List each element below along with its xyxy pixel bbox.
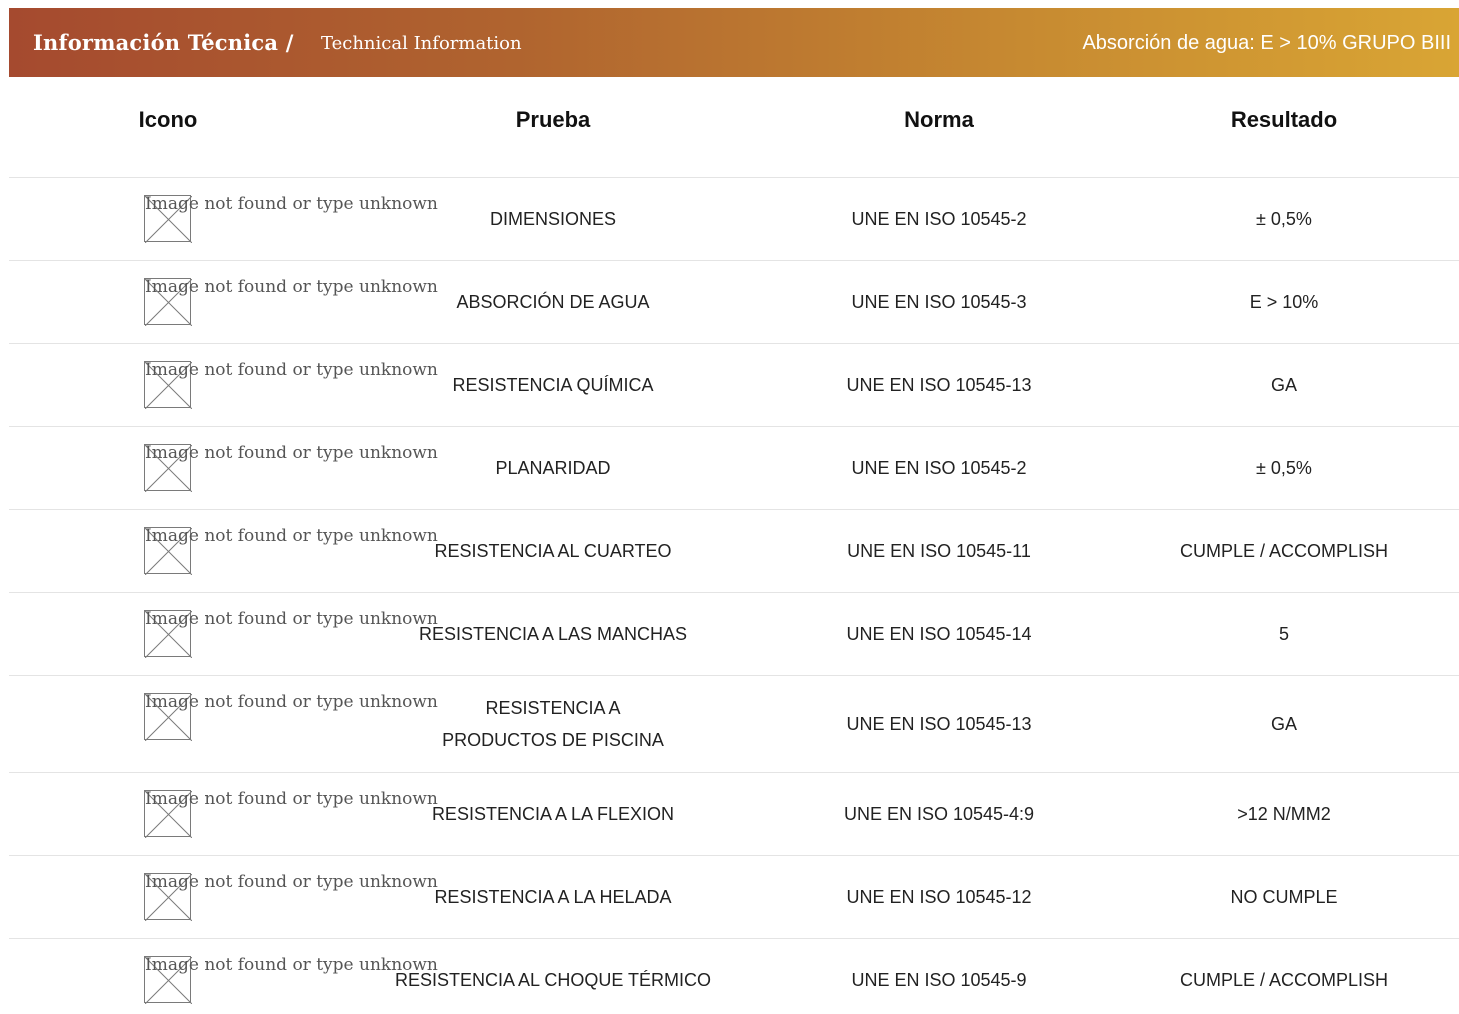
standard-name: UNE EN ISO 10545-13	[846, 375, 1032, 395]
technical-table	[9, 77, 1459, 1014]
test-name: PLANARIDAD	[495, 458, 611, 478]
image-alt-text: Image not found or type unknown	[145, 872, 438, 892]
standard-name: UNE EN ISO 10545-2	[851, 458, 1027, 478]
table-row	[9, 593, 1459, 676]
test-result: GA	[1270, 375, 1297, 395]
standard-name: UNE EN ISO 10545-13	[846, 714, 1032, 734]
row-icon	[144, 693, 444, 743]
table-row	[9, 856, 1459, 939]
table-row	[9, 427, 1459, 510]
test-result: ± 0,5%	[1256, 458, 1312, 478]
image-alt-text: Image not found or type unknown	[145, 277, 438, 297]
standard-name: UNE EN ISO 10545-9	[851, 970, 1027, 990]
image-alt-text: Image not found or type unknown	[145, 194, 438, 214]
table-row	[9, 178, 1459, 261]
test-name: RESISTENCIA A LA HELADA	[434, 887, 672, 907]
test-name: RESISTENCIA AL CUARTEO	[434, 541, 672, 561]
standard-name: UNE EN ISO 10545-12	[846, 887, 1032, 907]
standard-name: UNE EN ISO 10545-3	[851, 292, 1027, 312]
table-row	[9, 939, 1459, 1014]
test-name: ABSORCIÓN DE AGUA	[456, 292, 650, 312]
test-result: E > 10%	[1249, 292, 1319, 312]
image-alt-text: Image not found or type unknown	[145, 360, 438, 380]
test-result: CUMPLE / ACCOMPLISH	[1179, 541, 1389, 561]
table-row	[9, 261, 1459, 344]
table-row	[9, 773, 1459, 856]
column-header-result: Resultado	[1230, 107, 1338, 132]
test-name: DIMENSIONES	[489, 209, 617, 229]
standard-name: UNE EN ISO 10545-4:9	[843, 804, 1035, 824]
column-header-test: Prueba	[515, 107, 591, 132]
test-result: NO CUMPLE	[1230, 887, 1338, 907]
column-header-standard: Norma	[904, 107, 974, 132]
title-spanish: Información Técnica /	[33, 30, 294, 55]
test-result: >12 N/MM2	[1237, 804, 1331, 824]
table-row	[9, 676, 1459, 773]
image-alt-text: Image not found or type unknown	[145, 692, 438, 712]
water-absorption-group: Absorción de agua: E > 10% GRUPO BIII	[1082, 32, 1451, 54]
standard-name: UNE EN ISO 10545-2	[851, 209, 1027, 229]
technical-info-header	[9, 8, 1459, 77]
test-name: RESISTENCIA A PRODUCTOS DE PISCINA	[442, 698, 664, 750]
test-name: RESISTENCIA AL CHOQUE TÉRMICO	[394, 970, 712, 990]
column-header-icon: Icono	[138, 107, 198, 132]
test-result: GA	[1270, 714, 1297, 734]
table-row	[9, 344, 1459, 427]
test-name: RESISTENCIA QUÍMICA	[452, 375, 654, 395]
image-alt-text: Image not found or type unknown	[145, 789, 438, 809]
title-english: Technical Information	[321, 33, 522, 54]
table-header	[9, 77, 1459, 178]
standard-name: UNE EN ISO 10545-14	[846, 624, 1032, 644]
image-alt-text: Image not found or type unknown	[145, 526, 438, 546]
test-name: RESISTENCIA A LAS MANCHAS	[418, 624, 688, 644]
test-result: CUMPLE / ACCOMPLISH	[1179, 970, 1389, 990]
image-alt-text: Image not found or type unknown	[145, 609, 438, 629]
image-alt-text: Image not found or type unknown	[145, 955, 438, 975]
table-row	[9, 510, 1459, 593]
standard-name: UNE EN ISO 10545-11	[847, 541, 1031, 561]
test-result: 5	[1278, 624, 1289, 644]
test-name: RESISTENCIA A LA FLEXION	[431, 804, 675, 824]
test-result: ± 0,5%	[1256, 209, 1312, 229]
image-alt-text: Image not found or type unknown	[145, 443, 438, 463]
